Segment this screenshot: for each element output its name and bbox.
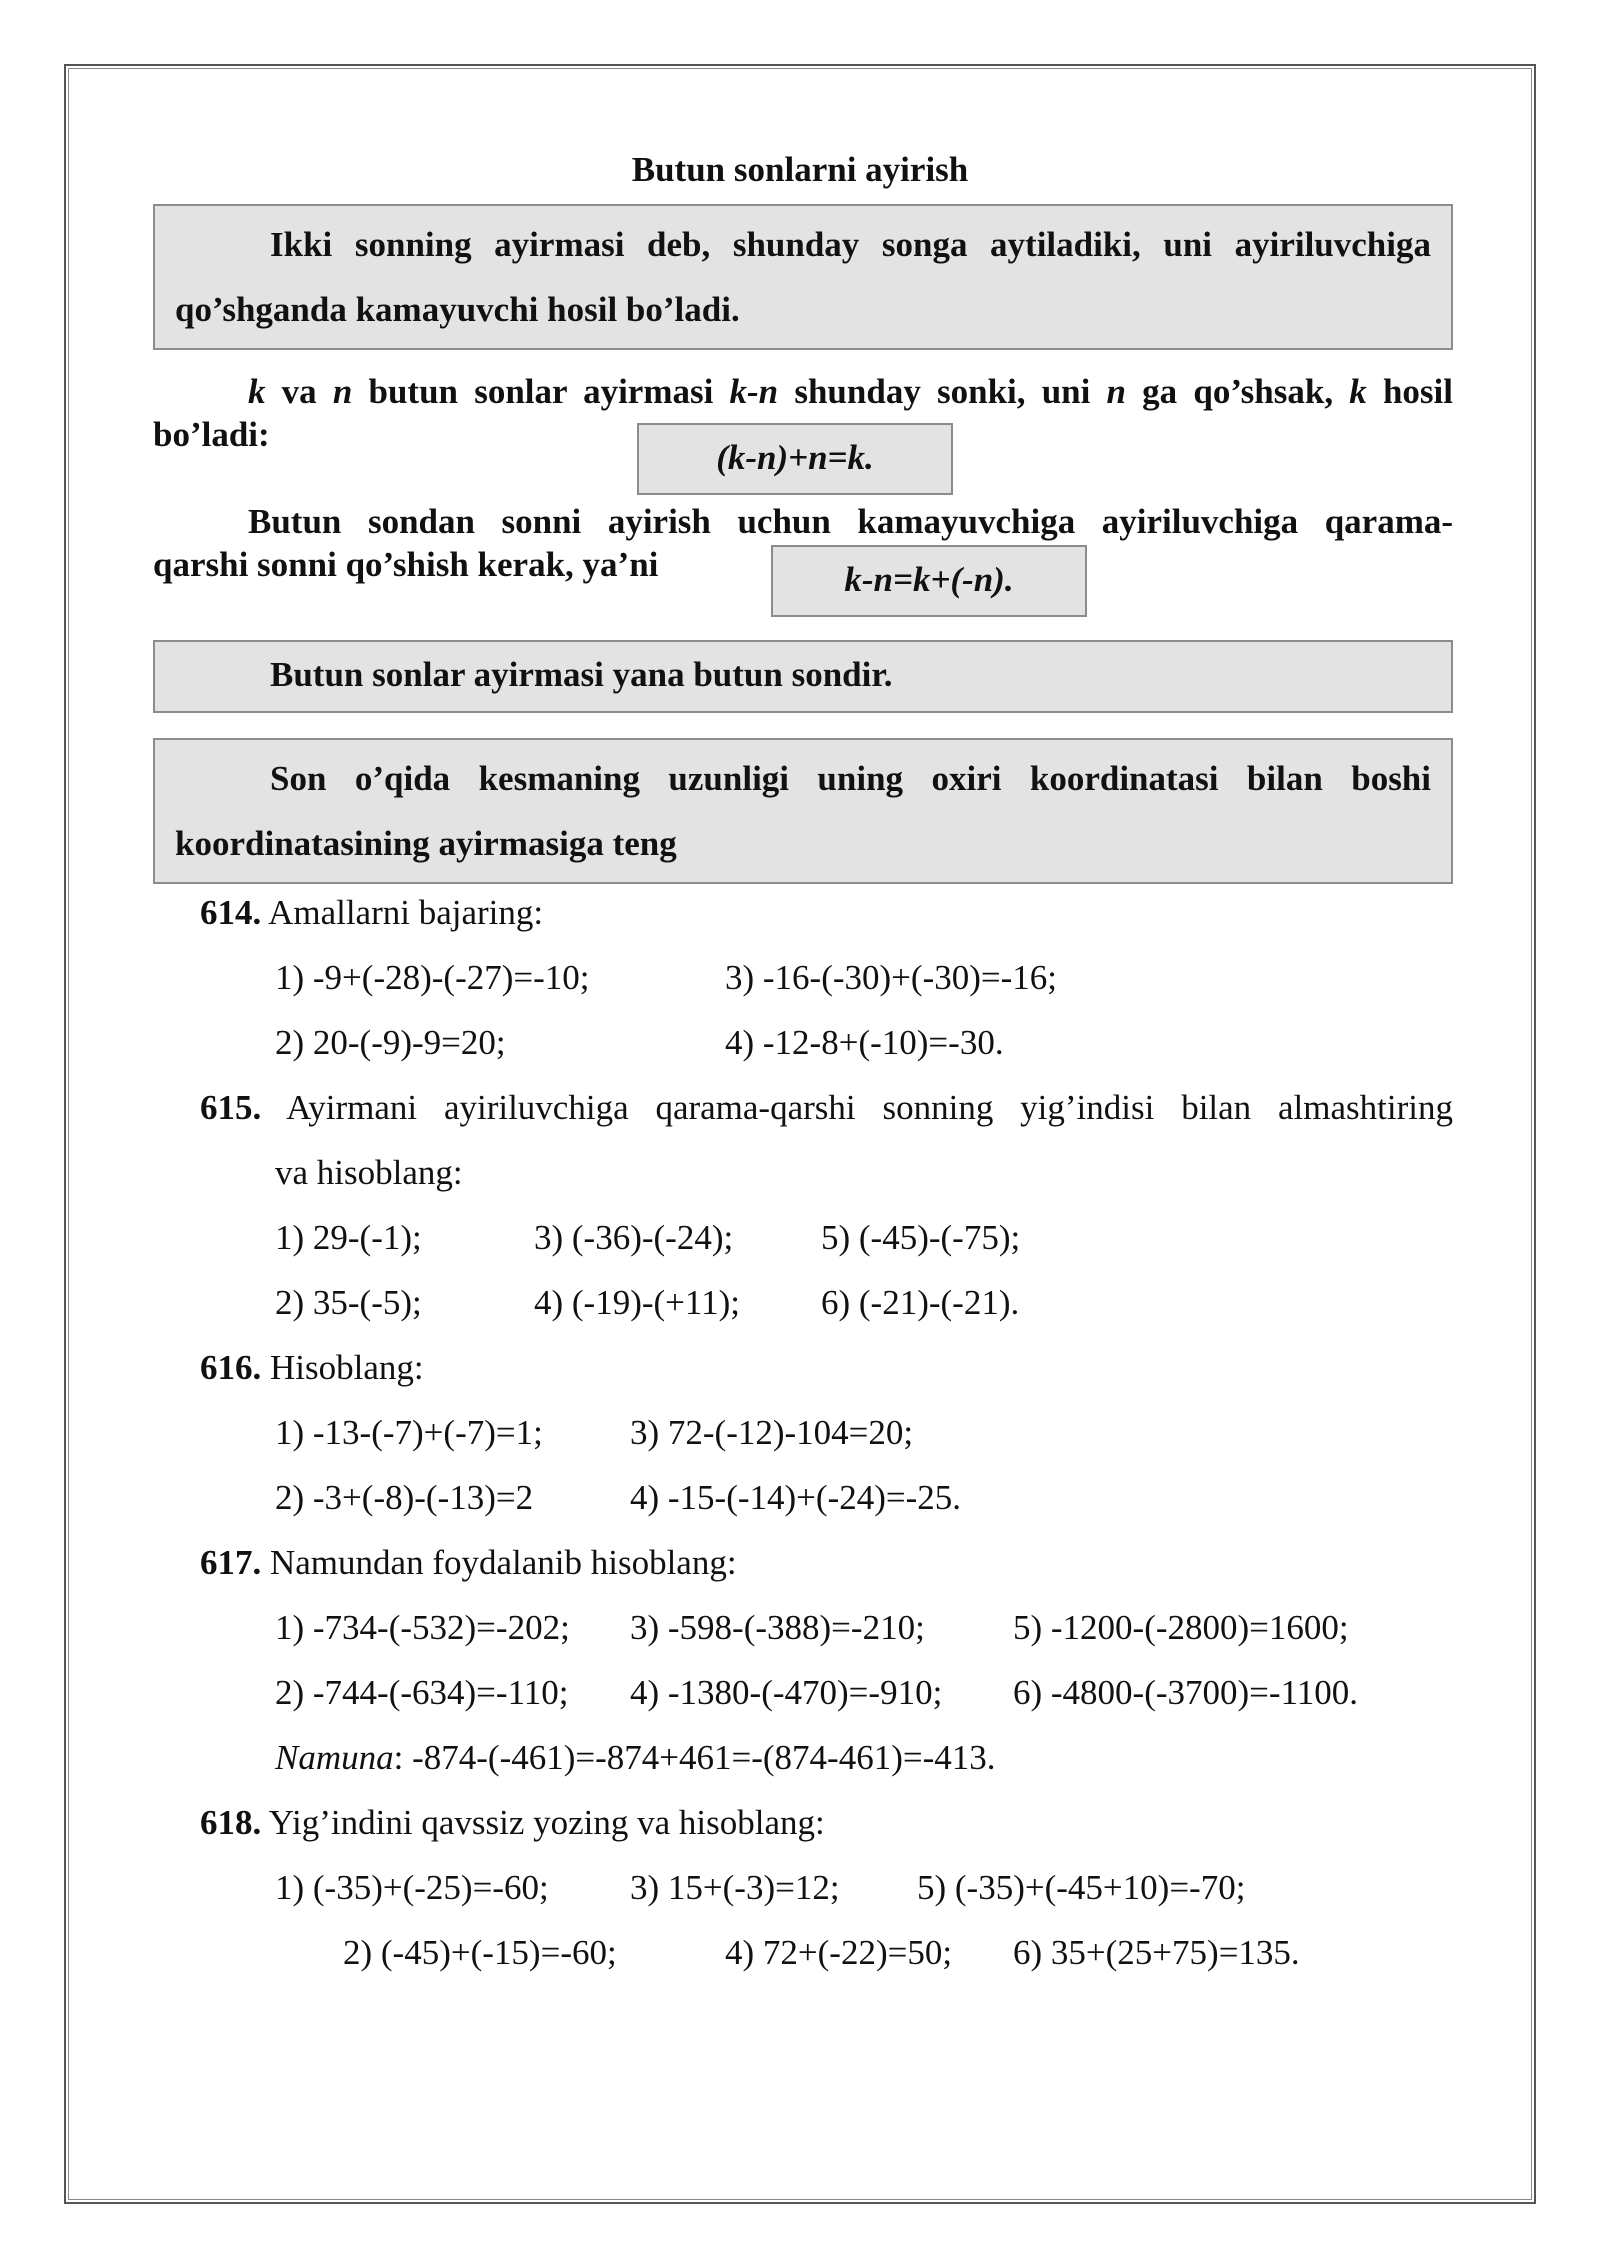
- rule-1-line-2: bo’ladi:: [153, 415, 270, 454]
- exercise-617-item-5: 5) -1200-(-2800)=1600;: [1013, 1608, 1349, 1647]
- exercise-618-item-5: 5) (-35)+(-45+10)=-70;: [917, 1868, 1246, 1907]
- exercise-614-item-3: 3) -16-(-30)+(-30)=-16;: [725, 958, 1058, 997]
- exercise-617-item-3: 3) -598-(-388)=-210;: [630, 1608, 925, 1647]
- exercise-618-item-6: 6) 35+(25+75)=135.: [1013, 1933, 1300, 1972]
- exercise-614-heading: 614. Amallarni bajaring:: [200, 893, 544, 932]
- exercise-617-sample: Namuna: -874-(-461)=-874+461=-(874-461)=-413.: [275, 1738, 996, 1777]
- definition-line-2: qo’shganda kamayuvchi hosil bo’ladi.: [175, 290, 740, 329]
- exercise-615-item-3: 3) (-36)-(-24);: [534, 1218, 734, 1257]
- exercise-617-heading: 617. Namundan foydalanib hisoblang:: [200, 1543, 737, 1582]
- rule-2-line-2: qarshi sonni qo’shish kerak, ya’ni: [153, 545, 659, 584]
- exercise-614-item-2: 2) 20-(-9)-9=20;: [275, 1023, 506, 1062]
- exercise-615-heading: 615. Ayirmani ayiriluvchiga qarama-qarshi sonning yig’indisi bilan almashtiring: [200, 1088, 1453, 1127]
- rule-1: k va n butun sonlar ayirmasi k-n shunday sonki, uni n ga qo’shsak, k hosil bo’ladi:: [153, 372, 1453, 454]
- exercise-617-item-4: 4) -1380-(-470)=-910;: [630, 1673, 943, 1712]
- exercise-615-item-5: 5) (-45)-(-75);: [821, 1218, 1021, 1257]
- fact-1-text: Butun sonlar ayirmasi yana butun sondir.: [270, 655, 893, 694]
- definition-line-1: Ikki sonning ayirmasi deb, shunday songa aytiladiki, uni ayiriluvchiga: [270, 225, 1431, 264]
- exercise-614-item-4: 4) -12-8+(-10)=-30.: [725, 1023, 1004, 1062]
- exercise-617-item-2: 2) -744-(-634)=-110;: [275, 1673, 569, 1712]
- fact-box-2: [153, 738, 1453, 884]
- formula-box-2: k-n=k+(-n).: [771, 545, 1087, 617]
- exercise-616-item-1: 1) -13-(-7)+(-7)=1;: [275, 1413, 543, 1452]
- exercise-618-item-4: 4) 72+(-22)=50;: [725, 1933, 953, 1972]
- exercise-616-item-4: 4) -15-(-14)+(-24)=-25.: [630, 1478, 962, 1517]
- fact-2-line-2: koordinatasining ayirmasiga teng: [175, 824, 677, 863]
- exercise-615-heading-line-2: va hisoblang:: [275, 1153, 463, 1192]
- fact-box-1: [153, 640, 1453, 713]
- exercise-615-item-6: 6) (-21)-(-21).: [821, 1283, 1020, 1322]
- exercise-618-item-1: 1) (-35)+(-25)=-60;: [275, 1868, 549, 1907]
- formula-box-1: (k-n)+n=k.: [637, 423, 953, 495]
- exercise-616-heading: 616. Hisoblang:: [200, 1348, 424, 1387]
- exercise-616-item-3: 3) 72-(-12)-104=20;: [630, 1413, 914, 1452]
- exercise-618-item-3: 3) 15+(-3)=12;: [630, 1868, 840, 1907]
- exercise-618-item-2: 2) (-45)+(-15)=-60;: [343, 1933, 617, 1972]
- exercise-615-item-1: 1) 29-(-1);: [275, 1218, 422, 1257]
- page-title: Butun sonlarni ayirish: [631, 150, 969, 189]
- exercise-617-item-1: 1) -734-(-532)=-202;: [275, 1608, 570, 1647]
- exercise-615-item-4: 4) (-19)-(+11);: [534, 1283, 741, 1322]
- exercise-616-item-2: 2) -3+(-8)-(-13)=2: [275, 1478, 534, 1517]
- rule-2-line-1: Butun sondan sonni ayirish uchun kamayuvchiga ayiriluvchiga qarama-: [248, 502, 1453, 541]
- exercise-615-item-2: 2) 35-(-5);: [275, 1283, 422, 1322]
- fact-2-line-1: Son o’qida kesmaning uzunligi uning oxiri koordinatasi bilan boshi: [270, 759, 1431, 798]
- exercise-614-item-1: 1) -9+(-28)-(-27)=-10;: [275, 958, 590, 997]
- exercise-618-heading: 618. Yig’indini qavssiz yozing va hisoblang:: [200, 1803, 825, 1842]
- exercise-617-item-6: 6) -4800-(-3700)=-1100.: [1013, 1673, 1359, 1712]
- definition-box: [153, 204, 1453, 350]
